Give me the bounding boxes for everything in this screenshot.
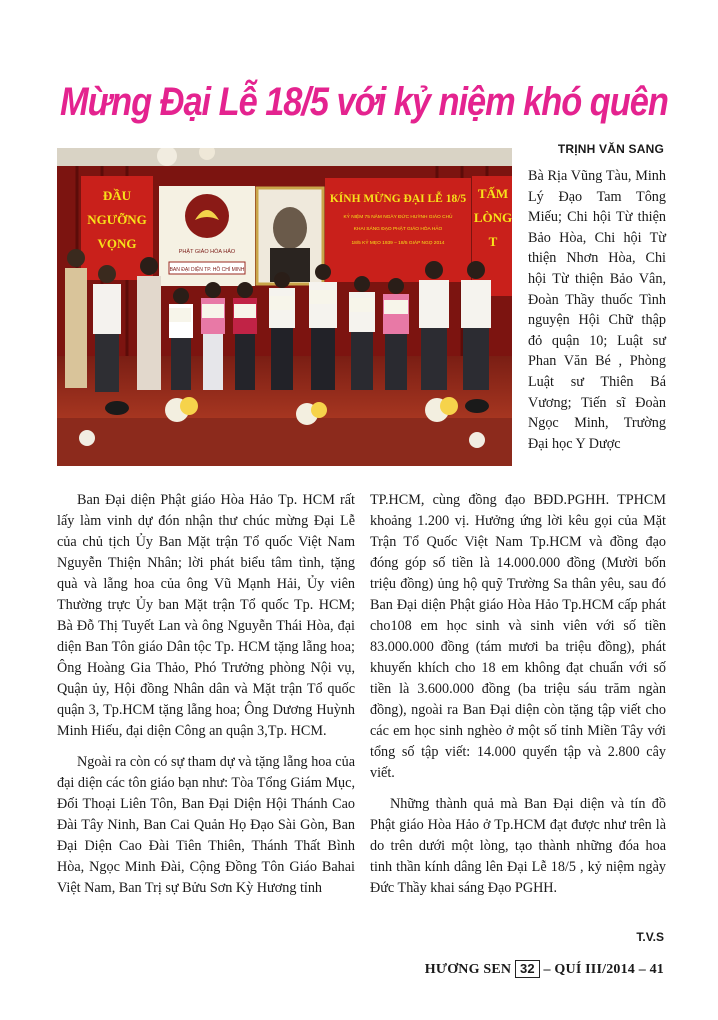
main-banner-line-4: 18/5 KỶ MẸO 1939 – 18/5 GIÁP NGỌ 2014 xyxy=(351,241,445,246)
left-paragraph-2: Ngoài ra còn có sự tham dự và tặng lẵng hoa của đại diện các tôn giáo bạn như: Tòa Tổng Giám Mục, Đối Thoại Liên Tôn, Ban Đại Diện Hội Thánh Cao Đài Tây Ninh, Ban Cai Quản Họ Đạo Sài Gòn, Ban Đại Diện Cao Đài Tiên Thiên, Thánh Thất Bình Hòa, Ngọc Minh Đài, Cộng Đồng Tôn Giáo Bahai Việt Nam, Ban Trị sự Bửu Sơn Kỳ Hương tỉnh xyxy=(57,754,355,896)
right-paragraph-2: Những thành quả mà Ban Đại diện và tín đồ Phật giáo Hòa Hảo ở Tp.HCM đạt được như trên là do trên dưới một lòng, tạo thành những đóa hoa tinh thần kính dâng lên Đại Lễ 18/5 , kỷ niệm ngày Đức Thầy khai sáng Đạo PGHH. xyxy=(370,796,666,896)
magazine-name: HƯƠNG SEN xyxy=(424,962,512,977)
left-paragraph-1: Ban Đại diện Phật giáo Hòa Hảo Tp. HCM rất lấy làm vinh dự đón nhận thư chúc mừng Đại Lễ của chủ tịch Ủy Ban Mặt trận Tổ quốc Việt Nam Nguyễn Thiện Nhân; lời phát biểu tâm tình, tặng quà và lẵng hoa của ông Vũ Mạnh Hải, Ủy viên Thường trực Ủy ban Mặt trận Tổ quốc Tp. HCM; Bà Đỗ Thị Tuyết Lan và ông Nguyễn Thái Hòa, đại diện Ban Tôn giáo Dân tộc Tp. HCM tặng lẵng hoa; Ông Hoàng Gia Thảo, Phó Trưởng phòng Nội vụ, Quận ủy, Hội đồng Nhân dân và Mặt trận Tổ quốc quận 3, Tp.HCM tặng lẵng hoa; Ông Dương Huỳnh Minh Hiếu, đại diện Công an quận 3,Tp. HCM. xyxy=(57,492,355,739)
main-banner-title: KÍNH MỪNG ĐẠI LỄ 18/5 xyxy=(329,193,467,205)
left-banner-line-2: NGƯỠNG xyxy=(87,212,147,227)
left-column xyxy=(57,490,355,909)
event-photo xyxy=(57,148,512,466)
side-column-text xyxy=(528,166,666,454)
emblem-label: PHẬT GIÁO HÒA HẢO xyxy=(178,249,236,255)
issue-number-box: 32 xyxy=(515,960,540,978)
main-banner-line-3: KHAI SÁNG ĐẠO PHẬT GIÁO HÒA HẢO xyxy=(353,227,443,232)
right-paragraph-1: TP.HCM, cùng đồng đạo BĐD.PGHH. TPHCM khoảng 1.200 vị. Hưởng ứng lời kêu gọi của Mặt Trận Tổ Quốc Việt Nam Tp.HCM và đồng đạo đóng góp số tiền là 14.000.000 đồng (Mười bốn triệu đồng) ủng hộ quỹ Trường Sa thân yêu, sau đó Ban Đại diện Phật giáo Hòa Hảo Tp.HCM cấp phát cho108 em học sinh và sinh viên với số tiền 83.000.000 đồng (tám mươi ba triệu đồng), phát khuyến khích cho 18 em không đạt chuẩn với số tiền là 3.600.000 đồng (ba triệu sáu trăm ngàn đồng), ngoài ra Ban Đại diện còn tặng tập viết cho các em học sinh nghèo ở một số tỉnh Miền Tây với tổng số tập viết: 14.000 quyển tập và 2.800 cây viết. xyxy=(370,492,666,781)
right-banner-line-2: LÒNG xyxy=(473,210,512,225)
right-banner-line-1: TẤM xyxy=(477,186,509,201)
author-byline: TRỊNH VĂN SANG xyxy=(557,142,664,156)
plaque-label: BAN ĐẠI DIỆN TP. HỒ CHÍ MINH xyxy=(169,267,245,273)
issue-suffix: – QUÍ III/2014 – 41 xyxy=(543,962,664,977)
article-title: Mừng Đại Lễ 18/5 với kỷ niệm khó quên xyxy=(60,80,668,124)
main-banner-line-2: KỶ NIỆM 75 NĂM NGÀY ĐỨC HUỲNH GIÁO CHỦ xyxy=(343,215,453,220)
left-banner-line-3: VỌNG xyxy=(97,236,137,251)
page-footer xyxy=(425,960,664,978)
left-banner-line-1: ĐẦU xyxy=(102,188,132,203)
article-signature: T.V.S xyxy=(636,930,664,944)
event-photo-illustration xyxy=(57,148,512,466)
side-paragraph: Bà Rịa Vũng Tàu, Minh Lý Đạo Tam Tông Miếu; Chi hội Từ thiện Bảo Hòa, Chi hội Từ thiện Nhơn Hòa, Chi hội Từ thiện Bảo Vân, Đoàn Thầy thuốc Tình nguyện Hội Chữ thập đỏ quận 10; Luật sư Phan Văn Bé , Phòng Luật sư Thiên Bá Vương; Tiến sĩ Đoàn Ngọc Minh, Trường Đại học Y Dược xyxy=(528,168,666,452)
right-banner-line-3: T xyxy=(488,234,498,249)
right-column xyxy=(370,490,666,909)
